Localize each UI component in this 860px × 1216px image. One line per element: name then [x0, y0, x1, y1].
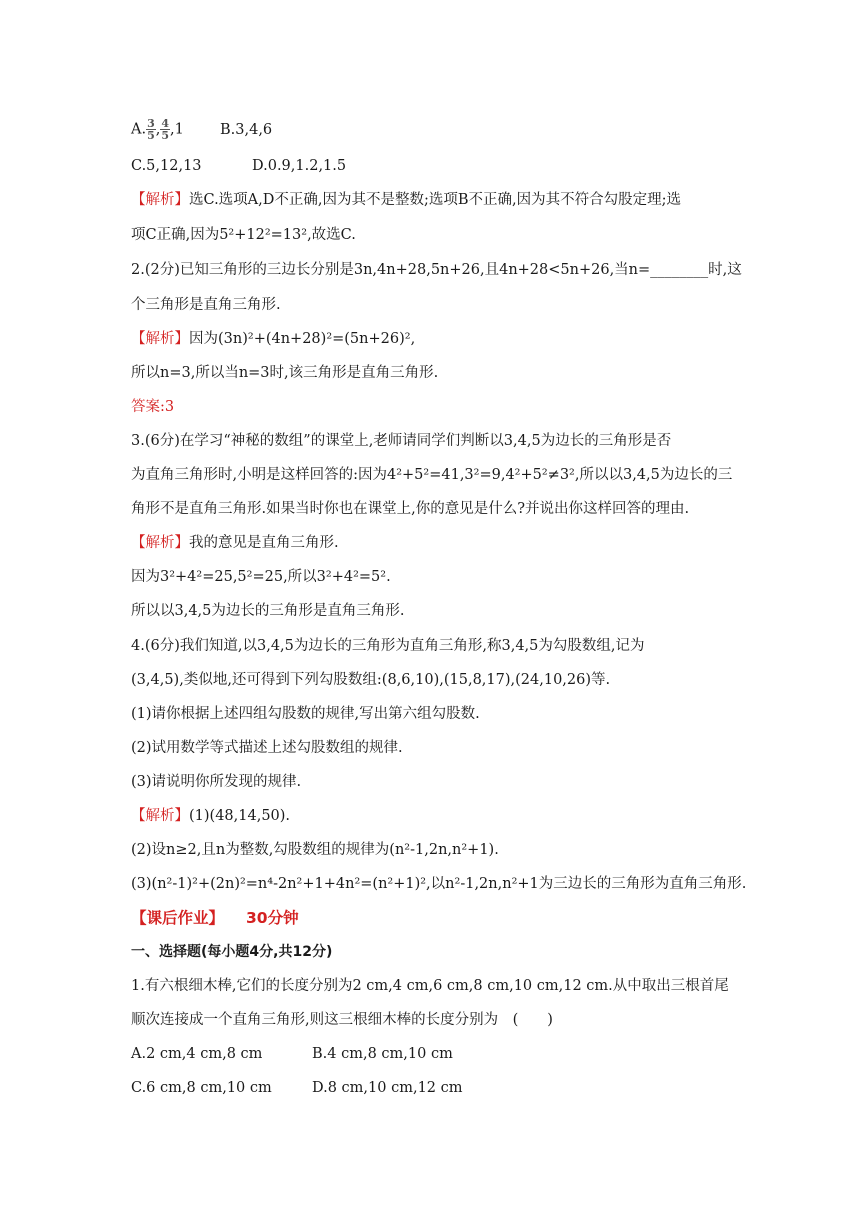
- hw-q1-line2: 顺次连接成一个直角三角形,则这三根细木棒的长度分别为 ( ): [131, 1012, 553, 1028]
- q4-sub3: (3)请说明你所发现的规律.: [131, 774, 302, 790]
- q4-analysis-line2: (2)设n≥2,且n为整数,勾股数组的规律为(n²-1,2n,n²+1).: [131, 842, 499, 858]
- q3-analysis-line3: 所以以3,4,5为边长的三角形是直角三角形.: [131, 603, 405, 619]
- analysis-text: 因为(3n)²+(4n+28)²=(5n+26)²,: [189, 331, 416, 347]
- q4-sub2: (2)试用数学等式描述上述勾股数组的规律.: [131, 740, 403, 756]
- analysis-tag: 【解析】: [131, 535, 189, 551]
- analysis-tag: 【解析】: [131, 192, 189, 208]
- analysis-text: 选C.选项A,D不正确,因为其不是整数;选项B不正确,因为其不符合勾股定理;选: [189, 192, 682, 208]
- hw-q1-line1: 1.有六根细木棒,它们的长度分别为2 cm,4 cm,6 cm,8 cm,10 cm,12 cm.从中取出三根首尾: [131, 978, 729, 994]
- q3-line2: 为直角三角形时,小明是这样回答的:因为4²+5²=41,3²=9,4²+5²≠3²,所以以3,4,5为边长的三: [131, 467, 733, 483]
- q2-answer: 答案:3: [131, 399, 175, 415]
- frac-num: 4: [161, 117, 170, 130]
- fraction-3-5: [146, 118, 156, 141]
- option-a-label: A.: [131, 121, 147, 138]
- hw-q1-option-d: D.8 cm,10 cm,12 cm: [312, 1080, 463, 1096]
- q4-analysis-line3: (3)(n²-1)²+(2n)²=n⁴-2n²+1+4n²=(n²+1)²,以n²-1,2n,n²+1为三边长的三角形为直角三角形.: [131, 876, 747, 892]
- option-a-tail: ,1: [170, 121, 184, 138]
- analysis-tag: 【解析】: [131, 808, 189, 824]
- q2-line2: 个三角形是直角三角形.: [131, 297, 281, 313]
- q1-option-a: A. $\frac{3}{5}$ , $\frac{4}{5}$ ,1: [131, 117, 184, 142]
- frac-den: 5: [147, 129, 155, 142]
- q1-option-b: B.3,4,6: [220, 122, 273, 138]
- q1-option-d: D.0.9,1.2,1.5: [252, 158, 347, 174]
- analysis-text: 我的意见是直角三角形.: [189, 535, 339, 551]
- homework-title: 【课后作业】: [131, 909, 225, 927]
- q3-analysis-line2: 因为3²+4²=25,5²=25,所以3²+4²=5².: [131, 569, 391, 585]
- analysis-tag: 【解析】: [131, 331, 189, 347]
- homework-time: 30分钟: [246, 909, 299, 927]
- fraction-4-5: [160, 118, 170, 141]
- q2-analysis-line1: [131, 329, 415, 349]
- q4-analysis-line1: [131, 806, 290, 826]
- q1-analysis-line2: 项C正确,因为5²+12²=13²,故选C.: [131, 227, 356, 243]
- q3-line3: 角形不是直角三角形.如果当时你也在课堂上,你的意见是什么?并说出你这样回答的理由.: [131, 501, 690, 517]
- frac-den: 5: [161, 129, 170, 142]
- q1-analysis-line1: [131, 190, 681, 210]
- hw-q1-option-c: C.6 cm,8 cm,10 cm: [131, 1080, 272, 1096]
- q3-analysis-line1: [131, 533, 339, 553]
- q3-line1: 3.(6分)在学习“神秘的数组”的课堂上,老师请同学们判断以3,4,5为边长的三角形是否: [131, 433, 672, 449]
- q1-option-c: C.5,12,13: [131, 158, 202, 174]
- hw-q1-option-b: B.4 cm,8 cm,10 cm: [312, 1046, 453, 1062]
- homework-header: [131, 908, 299, 928]
- q4-sub1: (1)请你根据上述四组勾股数的规律,写出第六组勾股数.: [131, 706, 480, 722]
- q2-analysis-line2: 所以n=3,所以当n=3时,该三角形是直角三角形.: [131, 365, 439, 381]
- q2-line1: 2.(2分)已知三角形的三边长分别是3n,4n+28,5n+26,且4n+28<5n+26,当n=________时,这: [131, 262, 742, 278]
- frac-num: 3: [147, 117, 155, 130]
- q4-line2: (3,4,5),类似地,还可得到下列勾股数组:(8,6,10),(15,8,17),(24,10,26)等.: [131, 672, 611, 688]
- section-heading: 一、选择题(每小题4分,共12分): [131, 944, 333, 960]
- analysis-text: (1)(48,14,50).: [189, 808, 291, 824]
- q4-line1: 4.(6分)我们知道,以3,4,5为边长的三角形为直角三角形,称3,4,5为勾股数组,记为: [131, 638, 645, 654]
- hw-q1-option-a: A.2 cm,4 cm,8 cm: [131, 1046, 263, 1062]
